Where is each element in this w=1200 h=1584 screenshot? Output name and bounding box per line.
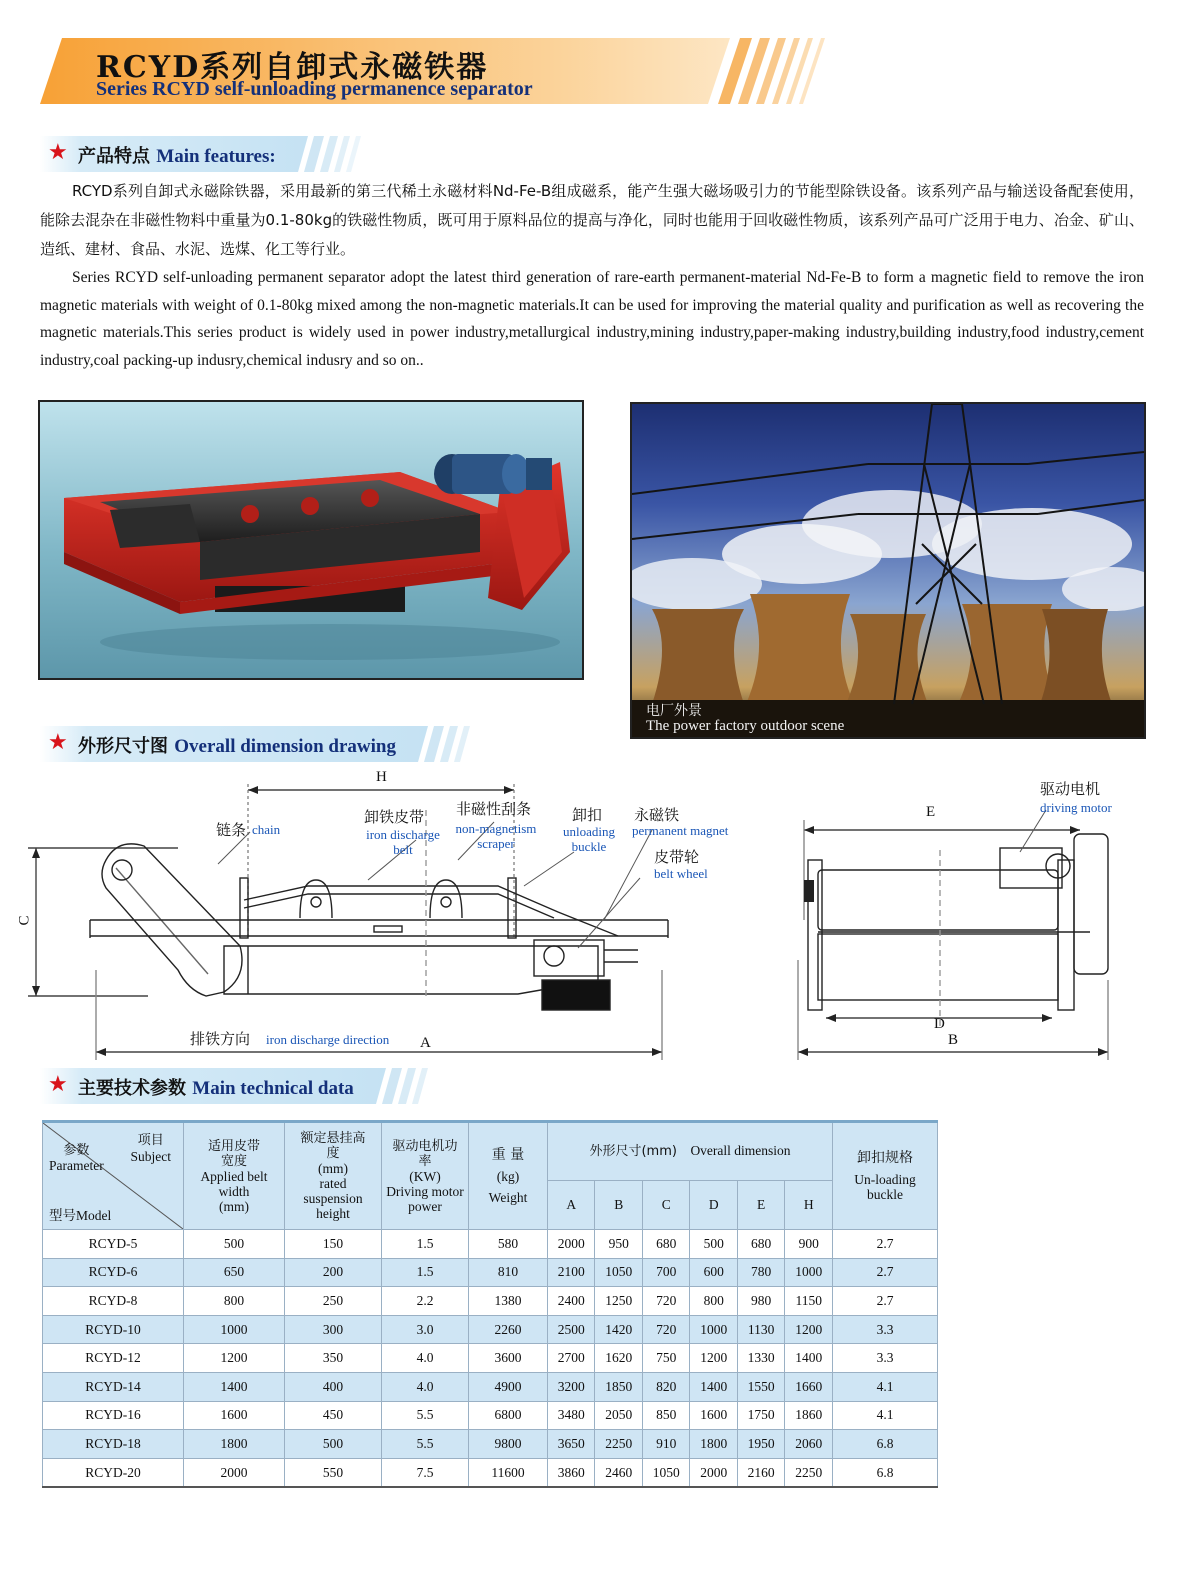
cell-model: RCYD-16 — [43, 1401, 184, 1430]
head-dimension — [548, 1122, 833, 1181]
cell: 1800 — [690, 1430, 737, 1459]
cell: 1000 — [184, 1315, 285, 1344]
label-scraper-en: non-magnetism scraper — [455, 821, 537, 851]
cell: 1550 — [737, 1372, 784, 1401]
head-dimension-cn: 外形尺寸(mm) — [589, 1144, 677, 1160]
label-belt-cn: 卸铁皮带 — [364, 808, 425, 826]
cell: 2000 — [548, 1230, 595, 1259]
cell: 1150 — [785, 1287, 833, 1316]
cell-model: RCYD-20 — [43, 1458, 184, 1487]
cell: 500 — [184, 1230, 285, 1259]
cell: 1800 — [184, 1430, 285, 1459]
cell: 1400 — [785, 1344, 833, 1373]
cell: 400 — [285, 1372, 382, 1401]
technical-data-table — [42, 1120, 938, 1488]
head-subject-cn: 项目 — [137, 1133, 164, 1148]
head-height-unit: (mm) — [318, 1161, 348, 1176]
table-row — [43, 1230, 938, 1259]
technical-title-en: Main technical data — [192, 1078, 354, 1099]
label-belt-en: iron discharge belt — [366, 827, 440, 857]
cell: 550 — [285, 1458, 382, 1487]
cell: 11600 — [469, 1458, 548, 1487]
cell: 980 — [737, 1287, 784, 1316]
cell: 700 — [642, 1258, 689, 1287]
head-dim-B: B — [595, 1180, 642, 1229]
cell: 6.8 — [833, 1430, 938, 1459]
cell-model: RCYD-14 — [43, 1372, 184, 1401]
cell: 500 — [690, 1230, 737, 1259]
cell-model: RCYD-6 — [43, 1258, 184, 1287]
cell: 4.0 — [382, 1372, 469, 1401]
cell: 4900 — [469, 1372, 548, 1401]
dimension-title-en: Overall dimension drawing — [174, 736, 396, 757]
label-buckle-cn: 卸扣 — [572, 806, 603, 824]
cell: 2250 — [595, 1430, 642, 1459]
star-icon: ★ — [48, 1072, 68, 1097]
label-wheel-en: belt wheel — [654, 866, 708, 881]
label-motor-en: driving motor — [1040, 800, 1112, 815]
cell-model: RCYD-12 — [43, 1344, 184, 1373]
head-height-cn: 额定悬挂高度 — [300, 1131, 366, 1161]
cell: 350 — [285, 1344, 382, 1373]
head-power-cn: 驱动电机功率 — [392, 1138, 458, 1169]
separator-illustration — [40, 402, 584, 680]
head-belt-cn: 适用皮带宽度 — [207, 1138, 260, 1169]
cell: 1050 — [595, 1258, 642, 1287]
head-dim-A: A — [548, 1180, 595, 1229]
table-row — [43, 1344, 938, 1373]
photo-caption-en: The power factory outdoor scene — [646, 718, 845, 734]
table-body — [43, 1230, 938, 1488]
cell: 950 — [595, 1230, 642, 1259]
table-row — [43, 1287, 938, 1316]
cell: 1380 — [469, 1287, 548, 1316]
cell: 3600 — [469, 1344, 548, 1373]
cell: 1200 — [690, 1344, 737, 1373]
cell-model: RCYD-8 — [43, 1287, 184, 1316]
cell: 1250 — [595, 1287, 642, 1316]
page-title: RCYD系列自卸式永磁铁器 — [96, 50, 489, 85]
head-model: 型号Model — [49, 1208, 112, 1223]
cell: 3.3 — [833, 1315, 938, 1344]
cell: 3.3 — [833, 1344, 938, 1373]
cell: 4.1 — [833, 1401, 938, 1430]
head-belt-en: Applied belt width — [200, 1168, 268, 1199]
features-text-en: Series RCYD self-unloading permanent separator adopt the latest third generation of rare-earth permanent-material Nd-Fe-B to form a magnetic field to remove the iron magnetic materials with weight of 0.1-80kg mixed among the non-magnetic materials.It can be used for improving the material quality and purification as well as recovering the magnetic materials.This series product is widely used in power industry,metallurgical industry,mining industry,paper-making industry,building industry,food industry,cement industry,coal packing-up indusry,chemical indusry and so on.. — [40, 269, 1144, 369]
front-view-drawing — [790, 800, 1120, 1070]
cell: 2000 — [690, 1458, 737, 1487]
cell: 800 — [184, 1287, 285, 1316]
head-belt — [184, 1122, 285, 1230]
head-subject-en: Subject — [130, 1149, 171, 1164]
cell: 1420 — [595, 1315, 642, 1344]
cell: 750 — [642, 1344, 689, 1373]
head-dimension-en: Overall dimension — [690, 1143, 791, 1159]
head-weight-cn: 重 量 — [491, 1146, 525, 1163]
cell: 2.7 — [833, 1258, 938, 1287]
cell: 780 — [737, 1258, 784, 1287]
cell: 2460 — [595, 1458, 642, 1487]
label-direction-cn: 排铁方向 — [190, 1030, 251, 1048]
dimension-title-cn: 外形尺寸图 — [78, 736, 168, 757]
page-subtitle: Series RCYD self-unloading permanence separator — [96, 78, 533, 100]
power-plant-illustration — [632, 404, 1144, 737]
dim-label-A: A — [420, 1035, 431, 1051]
dim-label-H: H — [376, 769, 387, 785]
cell: 6.8 — [833, 1458, 938, 1487]
cell: 720 — [642, 1287, 689, 1316]
head-power — [382, 1122, 469, 1230]
cell: 720 — [642, 1315, 689, 1344]
dim-label-B: B — [948, 1032, 959, 1048]
cell: 680 — [642, 1230, 689, 1259]
cell: 5.5 — [382, 1430, 469, 1459]
label-chain-cn: 链条 — [216, 821, 247, 839]
features-title-cn: 产品特点 — [78, 146, 150, 167]
features-title-en: Main features: — [156, 146, 276, 167]
cell: 2050 — [595, 1401, 642, 1430]
head-dim-H: H — [785, 1180, 833, 1229]
cell: 600 — [690, 1258, 737, 1287]
cell: 1.5 — [382, 1230, 469, 1259]
head-buckle — [833, 1122, 938, 1230]
cell: 1400 — [184, 1372, 285, 1401]
head-buckle-en: Un-loading buckle — [854, 1171, 916, 1202]
cell: 2500 — [548, 1315, 595, 1344]
cell: 9800 — [469, 1430, 548, 1459]
head-dim-D: D — [690, 1180, 737, 1229]
section-header-features — [40, 136, 370, 172]
product-photo — [38, 400, 584, 680]
dim-label-E: E — [926, 804, 936, 820]
head-height-en: rated suspension height — [303, 1176, 363, 1221]
technical-title-cn: 主要技术参数 — [78, 1078, 186, 1099]
head-param-en: Parameter — [49, 1158, 104, 1173]
cell: 1130 — [737, 1315, 784, 1344]
cell: 1400 — [690, 1372, 737, 1401]
dim-label-D: D — [934, 1016, 945, 1032]
cell: 2060 — [785, 1430, 833, 1459]
cell: 2.7 — [833, 1230, 938, 1259]
cell: 1000 — [690, 1315, 737, 1344]
table-row — [43, 1372, 938, 1401]
cell: 800 — [690, 1287, 737, 1316]
cell: 2400 — [548, 1287, 595, 1316]
cell: 850 — [642, 1401, 689, 1430]
cell: 910 — [642, 1430, 689, 1459]
cell: 1330 — [737, 1344, 784, 1373]
cell: 500 — [285, 1430, 382, 1459]
head-belt-unit: (mm) — [219, 1198, 249, 1214]
cell: 2700 — [548, 1344, 595, 1373]
cell-model: RCYD-18 — [43, 1430, 184, 1459]
cell: 810 — [469, 1258, 548, 1287]
cell: 5.5 — [382, 1401, 469, 1430]
cell: 1600 — [690, 1401, 737, 1430]
table-row — [43, 1258, 938, 1287]
star-icon: ★ — [48, 140, 68, 165]
dim-label-C: C — [16, 915, 33, 926]
table-row — [43, 1315, 938, 1344]
cell: 4.0 — [382, 1344, 469, 1373]
head-power-en: Driving motor power — [386, 1183, 464, 1214]
cell: 1200 — [785, 1315, 833, 1344]
cell: 1000 — [785, 1258, 833, 1287]
label-scraper-cn: 非磁性刮条 — [456, 800, 532, 818]
section-header-technical — [40, 1068, 460, 1104]
cell-model: RCYD-10 — [43, 1315, 184, 1344]
cell: 1620 — [595, 1344, 642, 1373]
photo-caption-cn: 电厂外景 — [646, 703, 702, 719]
cell: 250 — [285, 1287, 382, 1316]
table-row — [43, 1458, 938, 1487]
cell-model: RCYD-5 — [43, 1230, 184, 1259]
cell: 450 — [285, 1401, 382, 1430]
cell: 1850 — [595, 1372, 642, 1401]
cell: 300 — [285, 1315, 382, 1344]
cell: 2.7 — [833, 1287, 938, 1316]
cell: 580 — [469, 1230, 548, 1259]
star-icon: ★ — [48, 730, 68, 755]
cell: 1860 — [785, 1401, 833, 1430]
cell: 2000 — [184, 1458, 285, 1487]
cell: 1200 — [184, 1344, 285, 1373]
cell: 1050 — [642, 1458, 689, 1487]
label-chain-en: chain — [252, 822, 281, 837]
head-param-cn: 参数 — [63, 1143, 90, 1158]
head-buckle-cn: 卸扣规格 — [857, 1149, 913, 1166]
power-plant-photo — [630, 402, 1146, 739]
cell: 200 — [285, 1258, 382, 1287]
table-row — [43, 1430, 938, 1459]
cell: 1.5 — [382, 1258, 469, 1287]
cell: 2.2 — [382, 1287, 469, 1316]
label-magnet-cn: 永磁铁 — [634, 806, 680, 824]
head-weight-unit: (kg) — [496, 1168, 520, 1184]
cell: 1600 — [184, 1401, 285, 1430]
cell: 6800 — [469, 1401, 548, 1430]
label-direction-en: iron discharge direction — [266, 1032, 390, 1047]
label-motor-cn: 驱动电机 — [1040, 780, 1101, 798]
label-wheel-cn: 皮带轮 — [654, 848, 700, 866]
cell: 680 — [737, 1230, 784, 1259]
cell: 900 — [785, 1230, 833, 1259]
cell: 2250 — [785, 1458, 833, 1487]
cell: 1950 — [737, 1430, 784, 1459]
cell: 3860 — [548, 1458, 595, 1487]
cell: 3650 — [548, 1430, 595, 1459]
head-dim-C: C — [642, 1180, 689, 1229]
cell: 2100 — [548, 1258, 595, 1287]
cell: 3.0 — [382, 1315, 469, 1344]
cell: 7.5 — [382, 1458, 469, 1487]
head-weight — [469, 1122, 548, 1230]
head-dim-E: E — [737, 1180, 784, 1229]
label-buckle-en: unloading buckle — [563, 824, 615, 854]
table-corner-cell — [43, 1122, 184, 1230]
head-power-unit: (KW) — [409, 1168, 441, 1184]
features-text-cn: RCYD系列自卸式永磁除铁器，采用最新的第三代稀土永磁材料Nd-Fe-B组成磁系，能产生强大磁场吸引力的节能型除铁设备。该系列产品与输送设备配套使用，能除去混杂在非磁性物料中重量为0.1-80kg的铁磁性物质，既可用于原料品位的提高与净化，同时也能用于回收磁性物质，该系列产品可广泛用于电力、冶金、矿山、造纸、建材、食品、水泥、选煤、化工等行业。 — [40, 182, 1144, 258]
cell: 3480 — [548, 1401, 595, 1430]
head-weight-en: Weight — [488, 1189, 528, 1205]
cell: 820 — [642, 1372, 689, 1401]
cell: 2260 — [469, 1315, 548, 1344]
head-height — [285, 1122, 382, 1230]
cell: 650 — [184, 1258, 285, 1287]
cell: 1660 — [785, 1372, 833, 1401]
cell: 150 — [285, 1230, 382, 1259]
cell: 4.1 — [833, 1372, 938, 1401]
table-row — [43, 1401, 938, 1430]
cell: 1750 — [737, 1401, 784, 1430]
section-header-dimension — [40, 726, 480, 762]
cell: 3200 — [548, 1372, 595, 1401]
label-magnet-en: permanent magnet — [632, 823, 729, 838]
cell: 2160 — [737, 1458, 784, 1487]
